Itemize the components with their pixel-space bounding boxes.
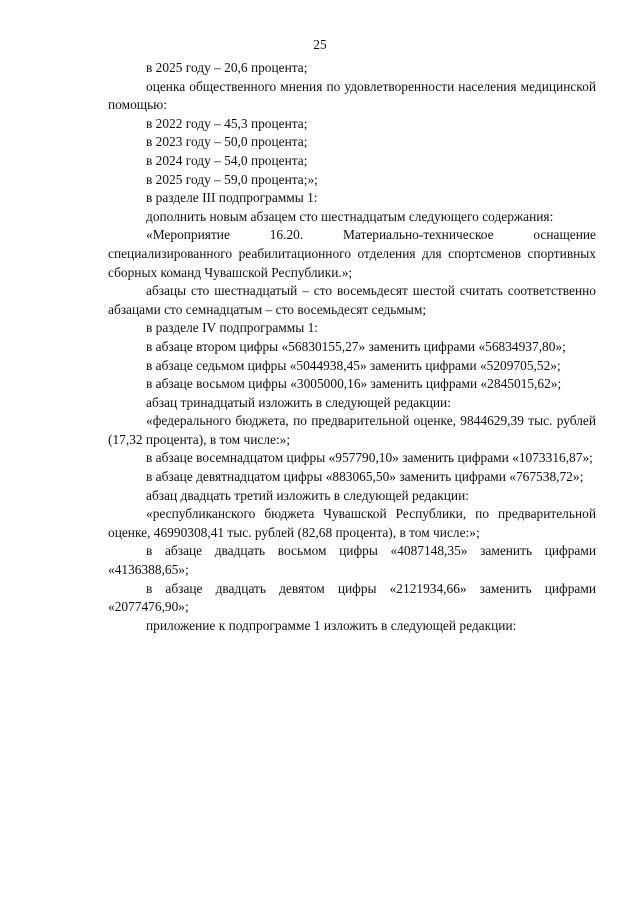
paragraph: в абзаце девятнадцатом цифры «883065,50» заменить цифрами «767538,72»; xyxy=(146,469,584,485)
paragraph: дополнить новым абзацем сто шестнадцатым следующего содержания: xyxy=(146,208,554,224)
paragraph: в абзаце седьмом цифры «5044938,45» заменить цифрами «5209705,52»; xyxy=(146,357,561,373)
paragraph: в абзаце восьмом цифры «3005000,16» заменить цифрами «2845015,62»; xyxy=(146,376,562,392)
paragraph: «Мероприятие 16.20. Материально-техническое оснащение специализированного реабилитационного отделения для спортсменов спортивных сборных команд Чувашской Республики.»; xyxy=(108,227,596,280)
paragraph: «республиканского бюджета Чувашской Республики, по предварительной оценке, 46990308,41 тыс. рублей (82,68 процента), в том числе:»; xyxy=(108,506,596,540)
paragraph: в 2025 году – 20,6 процента; xyxy=(146,60,308,75)
paragraph: в абзаце двадцать восьмом цифры «4087148,35» заменить цифрами «4136388,65»; xyxy=(108,543,596,578)
paragraph: в абзаце втором цифры «56830155,27» заменить цифрами «56834937,80»; xyxy=(146,338,566,354)
paragraph: в разделе III подпрограммы 1: xyxy=(146,190,318,206)
paragraph: в абзаце двадцать девятом цифры «2121934,66» заменить цифрами «2077476,90»; xyxy=(108,580,596,615)
paragraph: абзацы сто шестнадцатый – сто восемьдесят шестой считать соответственно абзацами сто семнадцатым – сто восемьдесят седьмым; xyxy=(108,283,596,317)
paragraph: «федерального бюджета, по предварительной оценке, 9844629,39 тыс. рублей (17,32 процента), в том числе:»; xyxy=(108,413,596,447)
paragraph: в 2025 году – 59,0 процента;»; xyxy=(146,171,318,187)
paragraph: оценка общественного мнения по удовлетворенности населения медицинской помощью: xyxy=(108,78,596,113)
paragraph: в абзаце восемнадцатом цифры «957790,10» заменить цифрами «1073316,87»; xyxy=(146,450,593,466)
page-number: 25 xyxy=(313,37,327,52)
paragraph: в 2022 году – 45,3 процента; xyxy=(146,115,308,131)
paragraph: приложение к подпрограмме 1 изложить в следующей редакции: xyxy=(146,617,517,633)
document-body xyxy=(108,59,596,635)
paragraph: абзац двадцать третий изложить в следующей редакции: xyxy=(146,487,469,503)
paragraph: в 2023 году – 50,0 процента; xyxy=(146,134,308,150)
paragraph: абзац тринадцатый изложить в следующей редакции: xyxy=(146,394,451,410)
paragraph: в разделе IV подпрограммы 1: xyxy=(146,320,319,336)
paragraph: в 2024 году – 54,0 процента; xyxy=(146,152,308,168)
